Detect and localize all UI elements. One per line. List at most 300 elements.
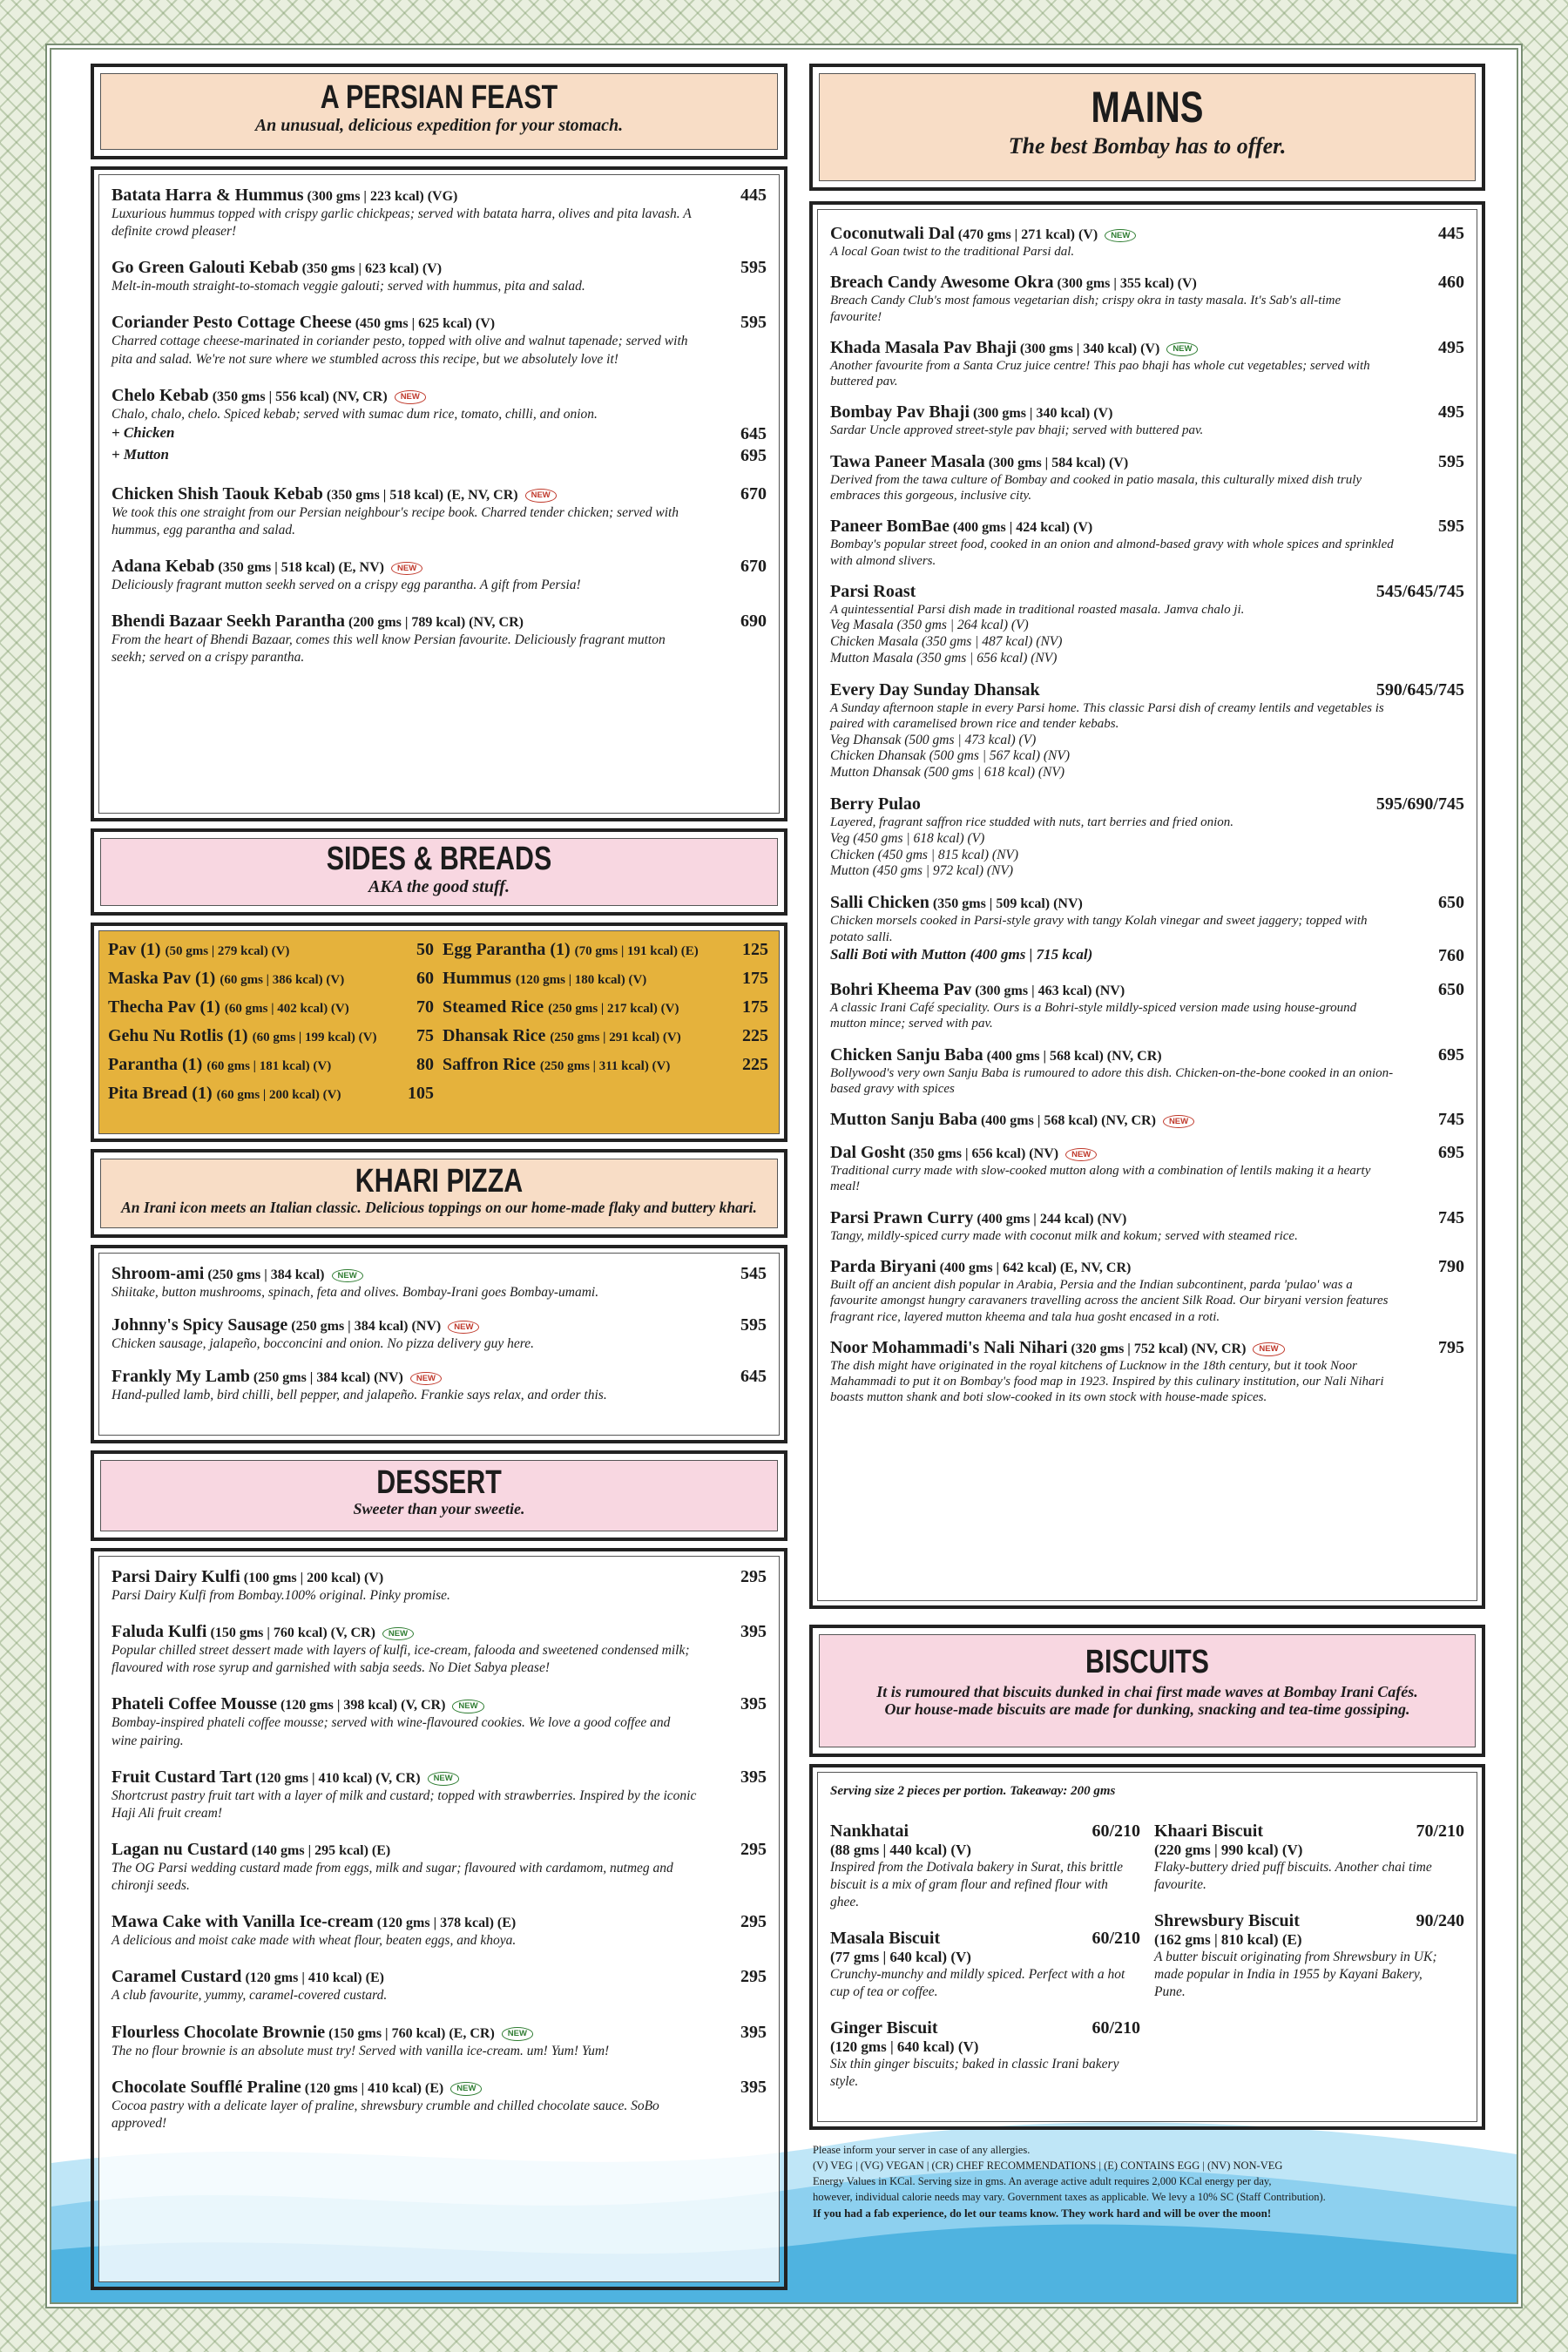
menu-item bbox=[112, 1264, 767, 1301]
side-price: 125 bbox=[742, 940, 768, 959]
item-price: 745 bbox=[1438, 1207, 1464, 1227]
item-description: Melt-in-mouth straight-to-stomach veggie galouti; served with hummus, pita and salad. bbox=[112, 279, 585, 294]
item-description: Bombay-inspired phateli coffee mousse; served with wine-flavoured cookies. We love a good coffee and wine pairing. bbox=[112, 1715, 671, 1748]
biscuit-description: Crunchy-munchy and mildly spiced. Perfect with a hot cup of tea or coffee. bbox=[830, 1966, 1125, 2000]
item-description: From the heart of Bhendi Bazaar, comes this well know Persian favourite. Deliciously fragrant mutton seekh; served on a crispy parantha. bbox=[112, 632, 666, 666]
side-name: Dhansak Rice bbox=[443, 1026, 546, 1045]
pizza-header bbox=[91, 1149, 787, 1238]
item-line bbox=[830, 1208, 1464, 1228]
side-price: 80 bbox=[416, 1055, 434, 1074]
item-description: We took this one straight from our Persian neighbour's recipe book. Charred tender chicken; served with hummus, egg parantha and salad. bbox=[112, 504, 679, 537]
side-heading bbox=[108, 1084, 341, 1104]
item-name: Paneer BomBae bbox=[830, 517, 950, 537]
item-name: Mawa Cake with Vanilla Ice-cream bbox=[112, 1912, 374, 1932]
biscuit-description: Inspired from the Dotivala bakery in Surat, this brittle biscuit is a mix of gram flour and refined flour with ghee. bbox=[830, 1859, 1123, 1909]
side-heading bbox=[443, 1026, 681, 1046]
item-variant: Chicken Dhansak (500 gms | 567 kcal) (NV) bbox=[830, 748, 1071, 764]
item-description: A Sunday afternoon staple in every Parsi home. This classic Parsi dish of creamy lentils and vegetables is paired with caramelised brown rice and tender kebabs. bbox=[830, 700, 1384, 732]
item-heading bbox=[830, 1143, 1097, 1163]
item-price: 690 bbox=[740, 612, 767, 632]
biscuit-name: Ginger Biscuit bbox=[830, 2018, 938, 2038]
item-line bbox=[112, 484, 767, 504]
side-price: 105 bbox=[408, 1084, 434, 1103]
item-heading bbox=[830, 1045, 1162, 1065]
menu-item bbox=[830, 338, 1464, 390]
item-variant: Mutton (450 gms | 972 kcal) (NV) bbox=[830, 863, 1014, 879]
persian-panel bbox=[91, 166, 787, 821]
item-description: A local Goan twist to the traditional Parsi dal. bbox=[830, 245, 1075, 259]
item-name: Chocolate Soufflé Praline bbox=[112, 2077, 301, 2097]
dessert-subtitle: Sweeter than your sweetie. bbox=[353, 1499, 525, 1517]
biscuit-description: Flaky-buttery dried puff biscuits. Another chai time favourite. bbox=[1154, 1859, 1432, 1892]
item-name: Lagan nu Custard bbox=[112, 1839, 248, 1859]
item-name: Khada Masala Pav Bhaji bbox=[830, 337, 1017, 357]
left-column bbox=[91, 64, 787, 2290]
item-nutrition: (350 gms | 556 kcal) (NV, CR) bbox=[212, 389, 388, 404]
biscuit-nutrition: (77 gms | 640 kcal) (V) bbox=[830, 1948, 971, 1965]
item-description: Hand-pulled lamb, bird chilli, bell pepper, and jalapeño. Frankie says relax, and order this. bbox=[112, 1388, 607, 1403]
item-nutrition: (150 gms | 760 kcal) (E, CR) bbox=[328, 2025, 495, 2041]
option-label: Salli Boti with Mutton (400 gms | 715 kcal) bbox=[830, 945, 1093, 963]
item-price: 595 bbox=[740, 1315, 767, 1335]
side-price: 225 bbox=[742, 1026, 768, 1045]
biscuits-panel bbox=[809, 1764, 1485, 2130]
mains-panel bbox=[809, 201, 1485, 1609]
item-description: Another favourite from a Santa Cruz juice centre! This pao bhaji has whole cut vegetables; served with buttered pav. bbox=[830, 358, 1370, 389]
side-name: Parantha (1) bbox=[108, 1055, 203, 1074]
item-price: 745 bbox=[1438, 1110, 1464, 1130]
item-description: Chalo, chalo, chelo. Spiced kebab; served with sumac dum rice, tomato, chilli, and onion. bbox=[112, 406, 598, 422]
item-nutrition: (120 gms | 410 kcal) (E) bbox=[245, 1970, 384, 1986]
item-nutrition: (300 gms | 584 kcal) (V) bbox=[988, 455, 1129, 470]
biscuits-subtitle-2: Our house-made biscuits are made for dunking, snacking and tea-time gossiping. bbox=[884, 1700, 1410, 1718]
pizza-title: KHARI PIZZA bbox=[355, 1163, 524, 1200]
menu-item bbox=[830, 452, 1464, 504]
item-price: 650 bbox=[1438, 979, 1464, 999]
mains-header bbox=[809, 64, 1485, 191]
item-line bbox=[112, 1367, 767, 1387]
item-heading bbox=[112, 1694, 484, 1714]
biscuit-description: Six thin ginger biscuits; baked in classic Irani bakery style. bbox=[830, 2057, 1119, 2090]
item-price: 695 bbox=[1438, 1044, 1464, 1064]
side-price: 60 bbox=[416, 969, 434, 988]
option-label: + Mutton bbox=[112, 445, 169, 463]
biscuits-header bbox=[809, 1625, 1485, 1757]
new-badge: NEW bbox=[1065, 1148, 1097, 1162]
item-line bbox=[112, 313, 767, 333]
item-description: Sardar Uncle approved street-style pav bhaji; served with buttered pav. bbox=[830, 423, 1204, 438]
item-heading bbox=[112, 1967, 384, 1987]
side-item bbox=[443, 969, 768, 989]
side-nutrition: (250 gms | 217 kcal) (V) bbox=[548, 1002, 679, 1016]
item-heading bbox=[830, 582, 916, 602]
menu-item bbox=[830, 224, 1464, 260]
side-price: 225 bbox=[742, 1055, 768, 1074]
biscuit-item bbox=[830, 2018, 1140, 2091]
item-name: Fruit Custard Tart bbox=[112, 1767, 253, 1787]
menu-item bbox=[112, 1767, 767, 1822]
item-description: Chicken sausage, jalapeño, bocconcini and onion. No pizza delivery guy here. bbox=[112, 1336, 534, 1352]
item-price: 695 bbox=[1438, 1143, 1464, 1163]
biscuit-nutrition: (162 gms | 810 kcal) (E) bbox=[1154, 1930, 1302, 1948]
option-price: 760 bbox=[1438, 945, 1464, 965]
item-description: Tangy, mildly-spiced curry made with coconut milk and kokum; served with steamed rice. bbox=[830, 1228, 1298, 1243]
item-line bbox=[830, 1045, 1464, 1065]
item-heading bbox=[830, 338, 1198, 358]
item-line bbox=[830, 1338, 1464, 1358]
biscuits-left-list bbox=[830, 1821, 1140, 2109]
footer-energy-1: Energy Values in KCal. Serving size in gms. An average active adult requires 2,000 KCal energy per day, bbox=[813, 2175, 1272, 2188]
footer-legend: (V) VEG | (VG) VEGAN | (CR) CHEF RECOMMENDATIONS | (E) CONTAINS EGG | (NV) NON-VEG bbox=[813, 2159, 1283, 2173]
biscuit-name: Shrewsbury Biscuit bbox=[1154, 1910, 1300, 1930]
side-nutrition: (50 gms | 279 kcal) (V) bbox=[165, 944, 290, 958]
side-item bbox=[443, 940, 768, 960]
item-price: 595 bbox=[740, 258, 767, 278]
menu-item bbox=[112, 2023, 767, 2060]
item-heading bbox=[112, 1840, 390, 1860]
new-badge: NEW bbox=[1163, 1115, 1194, 1129]
item-heading bbox=[112, 2078, 482, 2098]
biscuit-price: 60/210 bbox=[1092, 1928, 1140, 1948]
item-variant: Mutton Masala (350 gms | 656 kcal) (NV) bbox=[830, 651, 1058, 666]
item-line bbox=[830, 680, 1464, 700]
item-line bbox=[112, 1567, 767, 1587]
biscuit-item bbox=[830, 1821, 1140, 1911]
menu-item bbox=[112, 557, 767, 594]
menu-item bbox=[112, 258, 767, 295]
item-line bbox=[112, 2023, 767, 2043]
item-heading bbox=[830, 273, 1197, 293]
menu-item bbox=[830, 1045, 1464, 1098]
side-item bbox=[108, 1026, 434, 1046]
item-heading bbox=[112, 1912, 516, 1932]
item-nutrition: (450 gms | 625 kcal) (V) bbox=[355, 316, 496, 332]
side-name: Hummus bbox=[443, 969, 511, 988]
biscuit-item bbox=[1154, 1911, 1464, 2001]
item-name: Mutton Sanju Baba bbox=[830, 1110, 977, 1130]
side-heading bbox=[108, 997, 349, 1017]
item-nutrition: (120 gms | 410 kcal) (E) bbox=[304, 2080, 444, 2096]
side-nutrition: (60 gms | 402 kcal) (V) bbox=[224, 1002, 349, 1016]
side-item bbox=[443, 997, 768, 1017]
side-price: 50 bbox=[416, 940, 434, 959]
item-nutrition: (300 gms | 463 kcal) (NV) bbox=[975, 983, 1125, 998]
item-nutrition: (470 gms | 271 kcal) (V) bbox=[957, 227, 1098, 242]
item-price: 395 bbox=[740, 1767, 767, 1787]
item-nutrition: (320 gms | 752 kcal) (NV, CR) bbox=[1071, 1341, 1247, 1356]
item-heading bbox=[112, 612, 524, 632]
side-price: 70 bbox=[416, 997, 434, 1017]
dessert-title: DESSERT bbox=[376, 1464, 502, 1501]
item-price: 545 bbox=[740, 1264, 767, 1283]
item-nutrition: (120 gms | 398 kcal) (V, CR) bbox=[280, 1698, 446, 1713]
biscuit-price: 60/210 bbox=[1092, 1821, 1140, 1841]
side-item bbox=[443, 1055, 768, 1075]
item-heading bbox=[112, 1315, 479, 1335]
item-nutrition: (300 gms | 223 kcal) (VG) bbox=[307, 189, 458, 204]
sides-panel bbox=[91, 923, 787, 1142]
persian-subtitle: An unusual, delicious expedition for your stomach. bbox=[254, 115, 624, 135]
menu-item bbox=[112, 386, 767, 467]
item-price: 670 bbox=[740, 483, 767, 504]
side-price: 175 bbox=[742, 969, 768, 988]
mains-title: MAINS bbox=[1091, 83, 1204, 132]
new-badge: NEW bbox=[1166, 342, 1198, 356]
item-description: Charred cottage cheese-marinated in coriander pesto, topped with olive and walnut tapenade; served with pita and salad. We're not sure where we stumbled across this recipe, but we absolutely love it! bbox=[112, 334, 688, 367]
side-nutrition: (60 gms | 199 kcal) (V) bbox=[252, 1031, 377, 1044]
new-badge: NEW bbox=[502, 2027, 533, 2041]
footer-energy-2: however, individual calorie needs may vary. Government taxes as applicable. We levy a 10% SC (Staff Contribution). bbox=[813, 2191, 1326, 2204]
side-name: Pita Bread (1) bbox=[108, 1084, 213, 1103]
item-variant: Mutton Dhansak (500 gms | 618 kcal) (NV) bbox=[830, 765, 1065, 781]
side-heading bbox=[108, 969, 344, 989]
biscuit-name: Nankhatai bbox=[830, 1821, 909, 1841]
item-name: Batata Harra & Hummus bbox=[112, 186, 304, 205]
item-line bbox=[112, 1840, 767, 1860]
dessert-header bbox=[91, 1450, 787, 1541]
pizza-panel bbox=[91, 1245, 787, 1443]
item-line bbox=[830, 1257, 1464, 1277]
menu-item bbox=[112, 313, 767, 368]
item-line bbox=[830, 582, 1464, 602]
item-price: 295 bbox=[740, 1967, 767, 1987]
item-nutrition: (400 gms | 642 kcal) (E, NV, CR) bbox=[939, 1260, 1132, 1275]
side-nutrition: (250 gms | 311 kcal) (V) bbox=[539, 1059, 671, 1073]
biscuit-name: Masala Biscuit bbox=[830, 1928, 941, 1948]
biscuit-nutrition: (220 gms | 990 kcal) (V) bbox=[1154, 1841, 1303, 1858]
footer-allergy: Please inform your server in case of any allergies. bbox=[813, 2144, 1031, 2156]
item-price: 595 bbox=[1438, 451, 1464, 471]
biscuit-item bbox=[830, 1929, 1140, 2001]
item-variant: Veg Masala (350 gms | 264 kcal) (V) bbox=[830, 618, 1029, 633]
dessert-list bbox=[98, 1556, 780, 2282]
menu-item bbox=[830, 582, 1464, 667]
item-heading bbox=[830, 893, 1083, 913]
menu-item bbox=[830, 680, 1464, 781]
biscuit-line bbox=[830, 1821, 1140, 1842]
item-description: A delicious and moist cake made with wheat flour, beaten eggs, and khoya. bbox=[112, 1933, 517, 1949]
item-price: 790 bbox=[1438, 1256, 1464, 1276]
side-heading bbox=[108, 1055, 331, 1075]
new-badge: NEW bbox=[428, 1772, 459, 1786]
biscuit-price: 90/240 bbox=[1416, 1910, 1464, 1930]
item-heading bbox=[112, 186, 457, 206]
item-name: Tawa Paneer Masala bbox=[830, 451, 985, 471]
item-nutrition: (350 gms | 518 kcal) (E, NV, CR) bbox=[326, 487, 518, 503]
item-line bbox=[112, 186, 767, 206]
item-nutrition: (140 gms | 295 kcal) (E) bbox=[251, 1842, 391, 1858]
side-price: 75 bbox=[416, 1026, 434, 1045]
item-name: Flourless Chocolate Brownie bbox=[112, 2022, 326, 2042]
item-description: Parsi Dairy Kulfi from Bombay.100% original. Pinky promise. bbox=[112, 1588, 450, 1603]
item-line bbox=[112, 557, 767, 577]
menu-item bbox=[112, 186, 767, 240]
item-price: 650 bbox=[1438, 893, 1464, 913]
persian-header bbox=[91, 64, 787, 159]
item-nutrition: (120 gms | 378 kcal) (E) bbox=[376, 1916, 517, 1931]
item-heading bbox=[830, 1208, 1126, 1228]
item-description: Layered, fragrant saffron rice studded with nuts, tart berries and fried onion. bbox=[830, 815, 1234, 830]
item-price: 795 bbox=[1438, 1337, 1464, 1357]
side-name: Saffron Rice bbox=[443, 1055, 536, 1074]
item-name: Parsi Prawn Curry bbox=[830, 1207, 974, 1227]
side-price: 175 bbox=[742, 997, 768, 1017]
item-line bbox=[830, 980, 1464, 1000]
item-price: 295 bbox=[740, 1839, 767, 1859]
item-line bbox=[112, 1967, 767, 1987]
side-item bbox=[108, 1055, 434, 1075]
item-heading bbox=[830, 402, 1112, 422]
item-heading bbox=[112, 2023, 533, 2043]
mains-list bbox=[817, 209, 1477, 1601]
item-description: The dish might have originated in the royal kitchens of Lucknow in the 18th century, but it took Noor Mahammadi to put it on Bombay's food map in 1923. Inspired by this culinary institution, our Nali Nihari boasts mutton shank and boti slow-cooked in its own stock with house-made spices. bbox=[830, 1358, 1384, 1405]
item-price: 460 bbox=[1438, 273, 1464, 293]
item-line bbox=[112, 1767, 767, 1788]
side-item bbox=[108, 940, 434, 960]
side-nutrition: (70 gms | 191 kcal) (E) bbox=[574, 944, 699, 958]
item-price: 595/690/745 bbox=[1375, 794, 1464, 814]
item-price: 395 bbox=[740, 1694, 767, 1714]
new-badge: NEW bbox=[395, 390, 426, 404]
item-nutrition: (400 gms | 568 kcal) (NV, CR) bbox=[986, 1048, 1162, 1064]
item-line bbox=[830, 1143, 1464, 1163]
item-line bbox=[112, 1694, 767, 1714]
item-line bbox=[112, 612, 767, 632]
item-description: Shortcrust pastry fruit tart with a layer of milk and custard; topped with strawberries. Inspired by the iconic Haji Ali fruit cream! bbox=[112, 1788, 697, 1821]
item-nutrition: (400 gms | 244 kcal) (NV) bbox=[977, 1211, 1127, 1227]
item-line bbox=[830, 224, 1464, 244]
footer-feedback: If you had a fab experience, do let our teams know. They work hard and will be over the moon! bbox=[813, 2206, 1272, 2220]
item-name: Faluda Kulfi bbox=[112, 1622, 207, 1642]
item-name: Berry Pulao bbox=[830, 794, 921, 814]
persian-list bbox=[98, 174, 780, 814]
item-nutrition: (350 gms | 623 kcal) (V) bbox=[301, 261, 443, 277]
item-line bbox=[830, 794, 1464, 814]
item-name: Bhendi Bazaar Seekh Parantha bbox=[112, 612, 345, 632]
menu-item bbox=[830, 893, 1464, 967]
side-heading bbox=[108, 1026, 376, 1046]
side-item bbox=[108, 997, 434, 1017]
side-name: Steamed Rice bbox=[443, 997, 544, 1017]
item-heading bbox=[830, 224, 1136, 244]
item-description: Cocoa pastry with a delicate layer of praline, shrewsbury crumble and chilled chocolate sauce. SoBo approved! bbox=[112, 2098, 659, 2131]
item-line bbox=[830, 273, 1464, 293]
item-heading bbox=[830, 794, 921, 814]
menu-item bbox=[112, 1840, 767, 1895]
biscuit-price: 70/210 bbox=[1416, 1821, 1464, 1841]
menu-item bbox=[112, 1622, 767, 1677]
menu-item bbox=[830, 980, 1464, 1032]
new-badge: NEW bbox=[452, 1700, 483, 1713]
item-price: 595 bbox=[740, 313, 767, 333]
item-price: 670 bbox=[740, 557, 767, 577]
side-heading bbox=[443, 940, 699, 960]
side-nutrition: (120 gms | 180 kcal) (V) bbox=[515, 973, 647, 987]
item-price: 395 bbox=[740, 2022, 767, 2042]
item-name: Bombay Pav Bhaji bbox=[830, 402, 970, 422]
item-line bbox=[830, 1110, 1464, 1130]
item-nutrition: (250 gms | 384 kcal) bbox=[207, 1267, 325, 1282]
side-item bbox=[108, 1084, 434, 1104]
item-nutrition: (120 gms | 410 kcal) (V, CR) bbox=[255, 1770, 421, 1786]
item-description: A classic Irani Café speciality. Ours is a Bohri-style mildly-spiced version made using house-ground mutton mince; served with pav. bbox=[830, 1000, 1357, 1031]
menu-item bbox=[830, 1257, 1464, 1325]
item-name: Chelo Kebab bbox=[112, 385, 209, 405]
item-heading bbox=[112, 557, 422, 577]
item-description: A quintessential Parsi dish made in traditional roasted masala. Jamva chalo ji. bbox=[830, 602, 1245, 617]
side-heading bbox=[443, 997, 679, 1017]
menu-item bbox=[112, 1694, 767, 1749]
menu-item bbox=[112, 612, 767, 666]
item-name: Shroom-ami bbox=[112, 1264, 205, 1283]
biscuit-description: A butter biscuit originating from Shrewsbury in UK; made popular in India in 1955 by Kayani Bakery, Pune. bbox=[1154, 1949, 1437, 2000]
item-description: A club favourite, yummy, caramel-covered custard. bbox=[112, 1988, 388, 2004]
new-badge: NEW bbox=[450, 2082, 482, 2096]
menu-page bbox=[45, 44, 1523, 2308]
item-line bbox=[830, 893, 1464, 913]
right-column bbox=[809, 64, 1485, 2221]
side-name: Thecha Pav (1) bbox=[108, 997, 220, 1017]
item-nutrition: (400 gms | 568 kcal) (NV, CR) bbox=[980, 1113, 1156, 1129]
item-nutrition: (200 gms | 789 kcal) (NV, CR) bbox=[348, 615, 524, 631]
item-name: Phateli Coffee Mousse bbox=[112, 1694, 277, 1714]
item-description: Derived from the tawa culture of Bombay and cooked in patio masala, this culturally mixed dish truly embraces this gorgeous, inclusive city. bbox=[830, 472, 1362, 504]
item-line bbox=[112, 1912, 767, 1932]
menu-item bbox=[830, 1110, 1464, 1130]
item-heading bbox=[112, 1264, 363, 1284]
side-name: Maska Pav (1) bbox=[108, 969, 216, 988]
item-nutrition: (350 gms | 518 kcal) (E, NV) bbox=[218, 560, 384, 576]
item-line bbox=[830, 402, 1464, 422]
item-option bbox=[830, 945, 1464, 967]
sides-left-list bbox=[108, 940, 434, 1126]
item-line bbox=[112, 2078, 767, 2098]
side-nutrition: (60 gms | 181 kcal) (V) bbox=[206, 1059, 332, 1073]
item-name: Chicken Sanju Baba bbox=[830, 1044, 983, 1064]
new-badge: NEW bbox=[410, 1372, 442, 1386]
item-heading bbox=[112, 313, 495, 333]
menu-item bbox=[830, 402, 1464, 438]
new-badge: NEW bbox=[448, 1321, 479, 1335]
item-line bbox=[112, 1622, 767, 1642]
item-line bbox=[830, 517, 1464, 537]
biscuit-item bbox=[1154, 1821, 1464, 1894]
item-heading bbox=[112, 1622, 414, 1642]
item-name: Johnny's Spicy Sausage bbox=[112, 1315, 288, 1335]
item-description: Bombay's popular street food, cooked in an onion and almond-based gravy with whole spices and sprinkled with almond slivers. bbox=[830, 537, 1394, 568]
item-name: Noor Mohammadi's Nali Nihari bbox=[830, 1337, 1068, 1357]
side-nutrition: (60 gms | 200 kcal) (V) bbox=[216, 1088, 341, 1102]
item-name: Parda Biryani bbox=[830, 1256, 936, 1276]
item-name: Go Green Galouti Kebab bbox=[112, 258, 299, 278]
item-price: 445 bbox=[740, 186, 767, 205]
biscuit-nutrition: (88 gms | 440 kcal) (V) bbox=[830, 1841, 971, 1858]
item-line bbox=[112, 1315, 767, 1335]
biscuits-right-list bbox=[1154, 1821, 1464, 2109]
footer-notes bbox=[809, 2142, 1485, 2221]
item-nutrition: (300 gms | 340 kcal) (V) bbox=[1019, 341, 1160, 356]
item-price: 295 bbox=[740, 1567, 767, 1586]
biscuit-line bbox=[1154, 1821, 1464, 1842]
item-heading bbox=[112, 1367, 442, 1387]
item-variant: Chicken (450 gms | 815 kcal) (NV) bbox=[830, 847, 1019, 862]
option-price: 695 bbox=[740, 445, 767, 465]
item-heading bbox=[830, 1110, 1194, 1130]
new-badge: NEW bbox=[1253, 1342, 1284, 1356]
sides-right-list bbox=[443, 940, 768, 1126]
item-heading bbox=[112, 484, 557, 504]
biscuit-line bbox=[830, 1929, 1140, 1949]
